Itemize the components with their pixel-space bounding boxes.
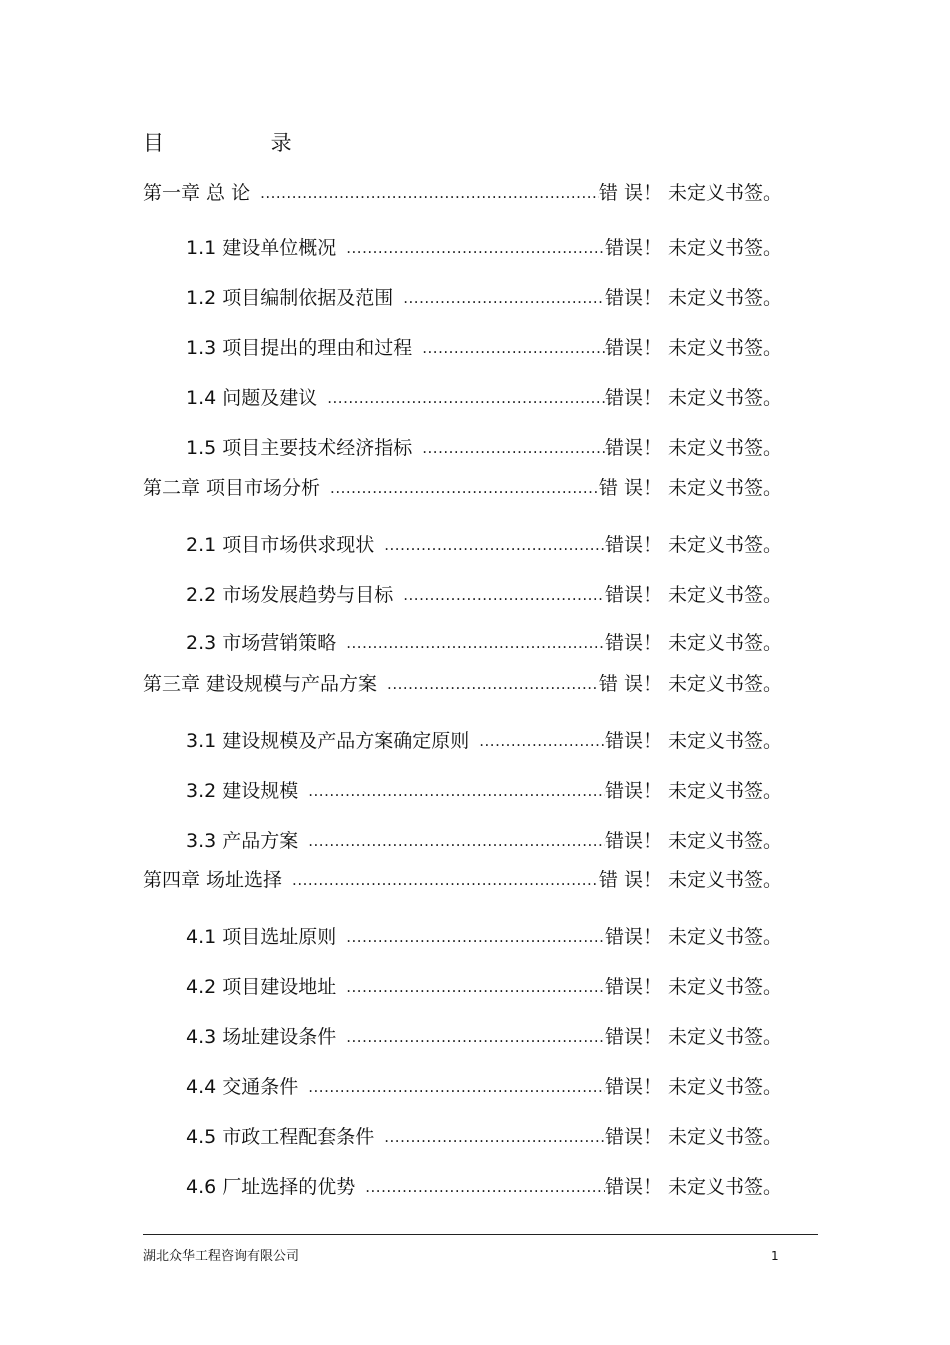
toc-entry-label: 1.2 项目编制依据及范围: [186, 287, 394, 309]
toc-entry-page-ref: 错误！ 未定义书签。: [604, 780, 782, 802]
toc-leader-dots: [403, 580, 605, 610]
toc-entry-section-3-2[interactable]: [186, 776, 782, 806]
toc-entry-label: 第一章 总 论: [143, 182, 251, 204]
toc-entry-page-ref: 错 误！ 未定义书签。: [598, 182, 782, 204]
toc-leader-dots: [346, 628, 605, 658]
toc-entry-label: 4.6 厂址选择的优势: [186, 1176, 356, 1198]
toc-entry-label: 1.5 项目主要技术经济指标: [186, 437, 413, 459]
toc-leader-dots: [308, 826, 605, 856]
toc-entry-section-4-1[interactable]: [186, 922, 782, 952]
toc-entry-page-ref: 错 误！ 未定义书签。: [598, 869, 782, 891]
toc-entry-page-ref: 错误！ 未定义书签。: [604, 830, 782, 852]
toc-entry-section-1-1[interactable]: [186, 233, 782, 263]
toc-entry-page-ref: 错误！ 未定义书签。: [604, 632, 782, 654]
toc-entry-section-2-1[interactable]: [186, 530, 782, 560]
toc-entry-chapter-3[interactable]: [143, 669, 782, 699]
toc-leader-dots: [422, 433, 605, 463]
toc-leader-dots: [384, 1122, 605, 1152]
toc-entry-page-ref: 错误！ 未定义书签。: [604, 1076, 782, 1098]
toc-entry-label: 3.1 建设规模及产品方案确定原则: [186, 730, 470, 752]
toc-entry-label: 4.3 场址建设条件: [186, 1026, 337, 1048]
toc-leader-dots: [384, 530, 605, 560]
toc-leader-dots: [346, 1022, 605, 1052]
toc-entry-page-ref: 错误！ 未定义书签。: [604, 1176, 782, 1198]
toc-entry-section-3-3[interactable]: [186, 826, 782, 856]
toc-entry-section-4-3[interactable]: [186, 1022, 782, 1052]
toc-entry-page-ref: 错误！ 未定义书签。: [604, 437, 782, 459]
toc-leader-dots: [292, 865, 599, 895]
toc-entry-section-3-1[interactable]: [186, 726, 782, 756]
toc-entry-page-ref: 错误！ 未定义书签。: [604, 926, 782, 948]
toc-entry-section-4-2[interactable]: [186, 972, 782, 1002]
toc-leader-dots: [422, 333, 605, 363]
toc-entry-section-1-2[interactable]: [186, 283, 782, 313]
toc-entry-label: 第三章 建设规模与产品方案: [143, 673, 378, 695]
toc-entry-label: 3.2 建设规模: [186, 780, 299, 802]
toc-leader-dots: [327, 383, 605, 413]
toc-entry-section-1-5[interactable]: [186, 433, 782, 463]
toc-entry-page-ref: 错误！ 未定义书签。: [604, 976, 782, 998]
toc-entry-label: 2.3 市场营销策略: [186, 632, 337, 654]
toc-entry-label: 4.2 项目建设地址: [186, 976, 337, 998]
toc-leader-dots: [387, 669, 599, 699]
toc-entry-page-ref: 错误！ 未定义书签。: [604, 1026, 782, 1048]
footer-page-number: 1: [771, 1249, 779, 1263]
toc-entry-label: 1.3 项目提出的理由和过程: [186, 337, 413, 359]
toc-entry-page-ref: 错误！ 未定义书签。: [604, 237, 782, 259]
toc-entry-section-1-4[interactable]: [186, 383, 782, 413]
toc-entry-label: 2.2 市场发展趋势与目标: [186, 584, 394, 606]
toc-entry-label: 4.5 市政工程配套条件: [186, 1126, 375, 1148]
toc-leader-dots: [308, 1072, 605, 1102]
toc-entry-label: 第四章 场址选择: [143, 869, 283, 891]
toc-entry-page-ref: 错 误！ 未定义书签。: [598, 673, 782, 695]
toc-entry-page-ref: 错误！ 未定义书签。: [604, 387, 782, 409]
toc-leader-dots: [479, 726, 605, 756]
toc-leader-dots: [346, 922, 605, 952]
toc-leader-dots: [365, 1172, 605, 1202]
toc-leader-dots: [308, 776, 605, 806]
toc-entry-label: 4.4 交通条件: [186, 1076, 299, 1098]
toc-entry-page-ref: 错误！ 未定义书签。: [604, 730, 782, 752]
toc-leader-dots: [330, 473, 599, 503]
toc-entry-page-ref: 错误！ 未定义书签。: [604, 534, 782, 556]
toc-leader-dots: [260, 178, 599, 208]
toc-entry-section-2-2[interactable]: [186, 580, 782, 610]
toc-entry-section-4-6[interactable]: [186, 1172, 782, 1202]
toc-entry-page-ref: 错误！ 未定义书签。: [604, 584, 782, 606]
toc-entry-section-2-3[interactable]: [186, 628, 782, 658]
toc-leader-dots: [403, 283, 605, 313]
toc-entry-chapter-2[interactable]: [143, 473, 782, 503]
toc-leader-dots: [346, 233, 605, 263]
toc-leader-dots: [346, 972, 605, 1002]
toc-entry-label: 4.1 项目选址原则: [186, 926, 337, 948]
toc-entry-section-4-5[interactable]: [186, 1122, 782, 1152]
toc-entry-section-4-4[interactable]: [186, 1072, 782, 1102]
toc-entry-chapter-1[interactable]: [143, 178, 782, 208]
toc-entry-label: 1.1 建设单位概况: [186, 237, 337, 259]
toc-entry-chapter-4[interactable]: [143, 865, 782, 895]
toc-entry-label: 1.4 问题及建议: [186, 387, 318, 409]
toc-entry-label: 3.3 产品方案: [186, 830, 299, 852]
toc-title: 目 录: [143, 131, 342, 155]
toc-entry-page-ref: 错误！ 未定义书签。: [604, 1126, 782, 1148]
footer-company-name: 湖北众华工程咨询有限公司: [143, 1249, 300, 1264]
toc-entry-page-ref: 错误！ 未定义书签。: [604, 287, 782, 309]
toc-entry-page-ref: 错误！ 未定义书签。: [604, 337, 782, 359]
toc-entry-page-ref: 错 误！ 未定义书签。: [598, 477, 782, 499]
footer-divider: [143, 1234, 818, 1235]
toc-entry-label: 第二章 项目市场分析: [143, 477, 321, 499]
toc-entry-section-1-3[interactable]: [186, 333, 782, 363]
toc-entry-label: 2.1 项目市场供求现状: [186, 534, 375, 556]
